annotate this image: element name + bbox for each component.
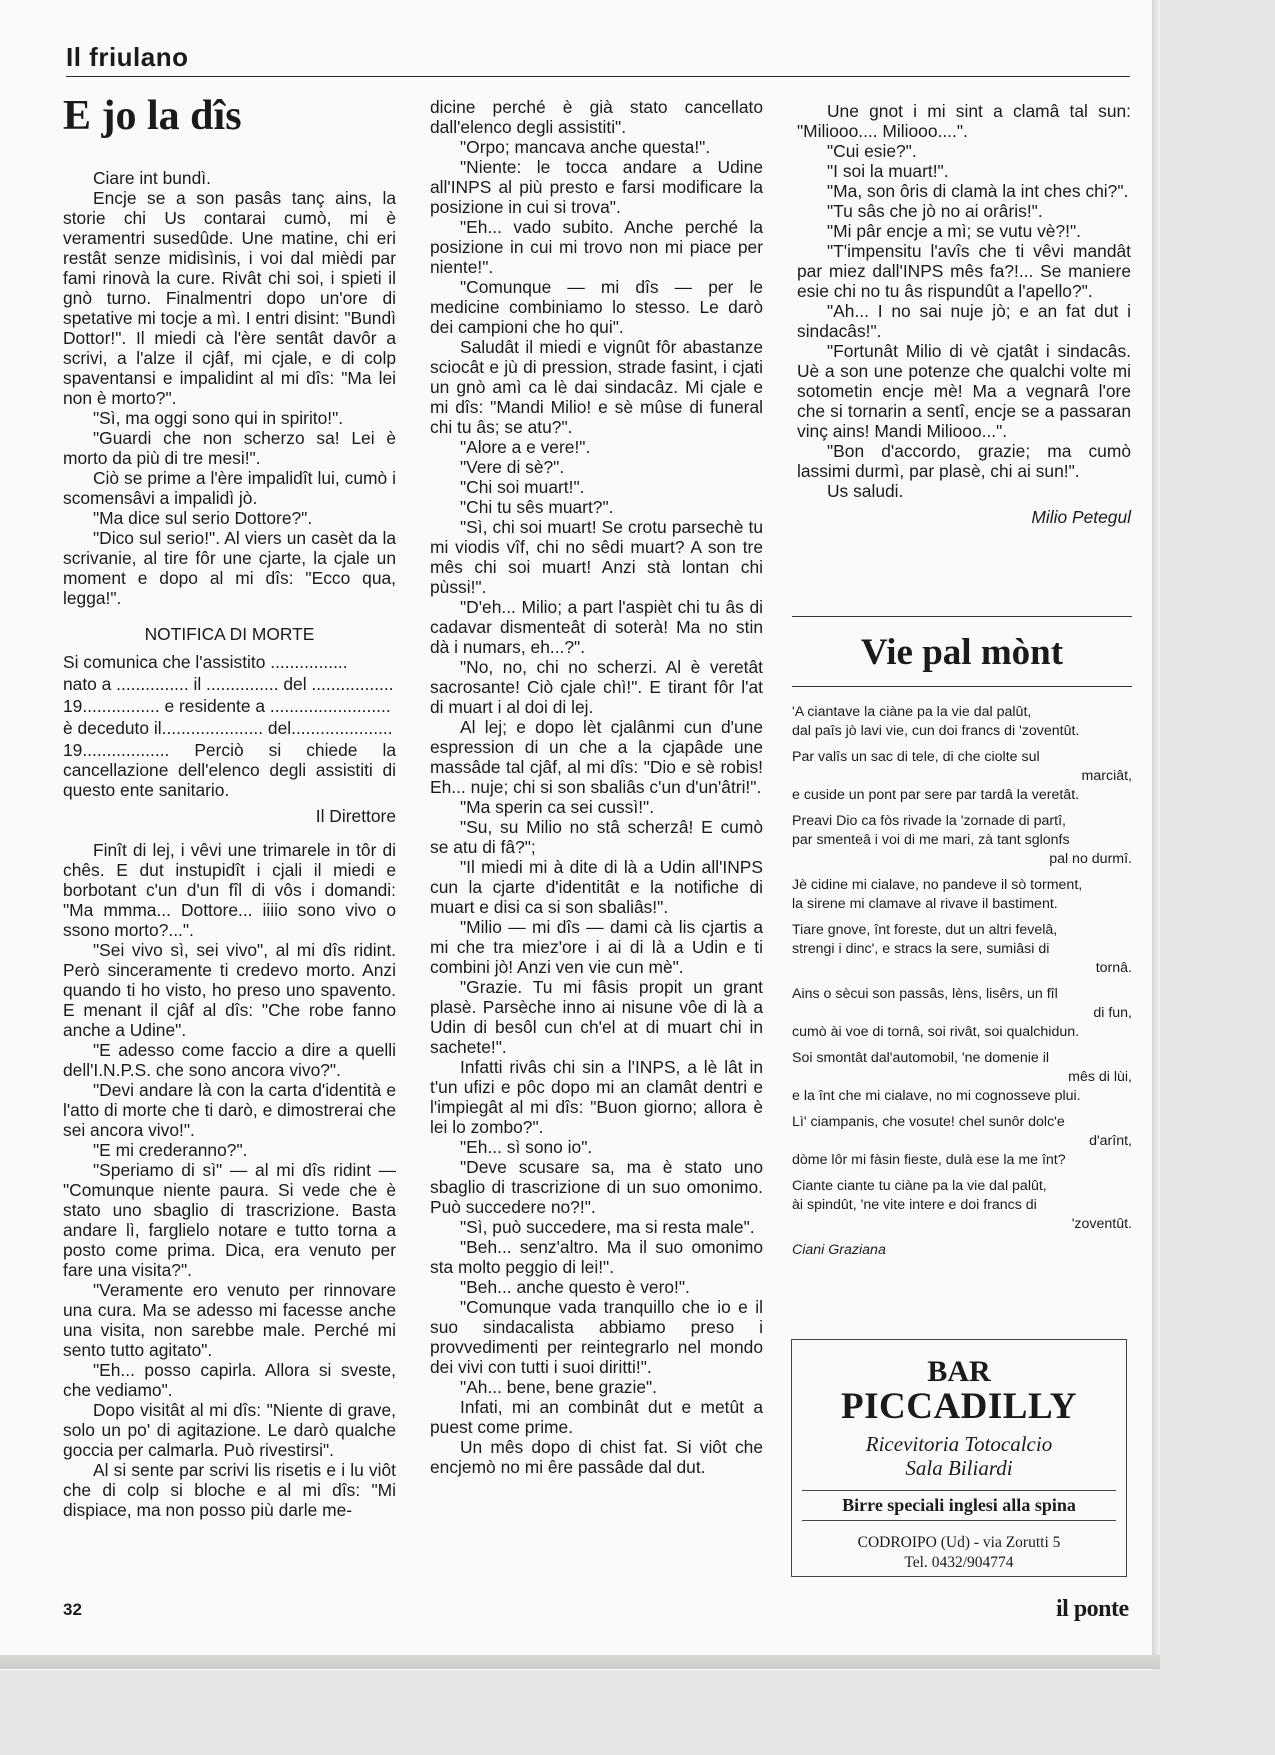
poem-line: Tiare gnove, înt foreste, dut un altri fevelâ, bbox=[792, 922, 1058, 938]
ad-bar-name: PICCADILLY bbox=[841, 1386, 1077, 1427]
paragraph: "Ma dice sul serio Dottore?". bbox=[93, 508, 313, 528]
paragraph: "Beh... senz'altro. Ma il suo omonimo sta molto peggio di lei!". bbox=[430, 1237, 763, 1277]
paragraph: "T'impensitu l'avîs che ti vêvi mandât par miez dall'INPS mês fa?!... Se maniere esie chi no tu âs rispundût a l'apello?". bbox=[797, 241, 1131, 301]
paragraph: "Il miedi mi à dite di là a Udin all'INPS cun la cjarte d'identitât e la notifiche di muart e disi ca si son sbaliâs!". bbox=[430, 857, 763, 917]
notice-last: 19.................. Perciò si chiede la cancellazione dell'elenco degli assistiti di questo ente sanitario. bbox=[63, 740, 396, 800]
paragraph: Infati, mi an combinât dut e metût a puest come prime. bbox=[430, 1397, 763, 1437]
paragraph: "E mi crederanno?". bbox=[93, 1140, 248, 1160]
notice-signature: Il Direttore bbox=[315, 806, 396, 826]
notice-line: nato a ............... il ............... del ................. bbox=[63, 674, 394, 694]
paragraph: Encje se a son pasâs tanç ains, la storie chi Us contarai cumò, mi è veramentri susedûde. Une matine, chi eri restât senze midisìnis, i voi dal mièdi par fami rinovà la cure. Rivât chi soi, i spieti il gnò turno. Finalmentri dopo un'ore di spetative mi tocje a mì. I entri disint: "Bundì Dottor!". Il miedi cà l'ère sentât davôr a scrivi, a l'alze il cjâf, mi cjale, e di colp spaventansi e impalidint al mi dîs: "Ma lei non è morto?". bbox=[63, 188, 396, 408]
paragraph: "Ah... I no sai nuje jò; e an fat dut i sindacâs!". bbox=[797, 301, 1131, 341]
poem-line: strengi i dinc', e stracs la sere, sumiâsi di bbox=[792, 941, 1050, 957]
paragraph: Infatti rivâs chi sin a l'INPS, a lè lât in t'un ufizi e pôc dopo mi an clamât dentri e l'impiegât al mi dîs: "Buon giorno; allora è lei lo zombo?". bbox=[430, 1057, 763, 1137]
poem-line: Par valîs un sac di tele, di che ciolte sul bbox=[792, 749, 1040, 765]
ad-line-1: Ricevitoria Totocalcio bbox=[865, 1432, 1053, 1456]
poem-line: Lì' ciampanis, che vosute! chel sunôr dolc'e bbox=[792, 1114, 1065, 1130]
paragraph: "Milio — mi dîs — dami cà lis cjartis a mi che tra miez'ore i ai di là a Udin e ti combini jò! Anzi ven vie cun mè". bbox=[430, 917, 763, 977]
paragraph: dicine perché è già stato cancellato dall'elenco degli assistiti". bbox=[430, 97, 763, 137]
ad-line-2: Sala Biliardi bbox=[905, 1456, 1013, 1480]
poem-line: Ains o sècui son passâs, lèns, lisêrs, un fîl bbox=[792, 986, 1058, 1002]
poem-line: Soi smontât dal'automobil, 'ne domenie il bbox=[792, 1050, 1049, 1066]
paragraph: "E adesso come faccio a dire a quelli dell'I.N.P.S. che sono ancora vivo?". bbox=[63, 1040, 396, 1080]
poem-line: marciât, bbox=[1081, 768, 1132, 784]
header-rule bbox=[66, 76, 1130, 77]
paragraph: Ciare int bundì. bbox=[93, 168, 211, 188]
poem-line: 'zoventût. bbox=[1071, 1216, 1132, 1232]
paragraph: "Speriamo di sì" — al mi dîs ridint — "Comunque niente paura. Si vede che è stato uno sbaglio di trascrizione. Basta andare lì, farglielo notare e tutto torna a posto come prima. Dica, era venuto per fare una visita?". bbox=[63, 1160, 396, 1280]
poem-line: cumò ài voe di tornâ, soi rivât, soi qualchidun. bbox=[792, 1024, 1080, 1040]
poem-line: Jè cidine mi cialave, no pandeve il sò torment, bbox=[792, 877, 1083, 893]
paragraph: Us saludi. bbox=[827, 481, 904, 501]
notice-line: 19................ e residente a ......................... bbox=[63, 696, 391, 716]
notice-line: Si comunica che l'assistito ................ bbox=[63, 652, 348, 672]
notice-line: è deceduto il..................... del..................... bbox=[63, 718, 393, 738]
poem-line: 'A ciantave la ciàne pa la vie dal palût, bbox=[792, 704, 1032, 720]
poem-text bbox=[792, 703, 1132, 1234]
paragraph: Dopo visitât al mi dîs: "Niente di grave, solo un po' di agitazione. Le darò qualche goccia per calmarla. Può rivestirsi". bbox=[63, 1400, 396, 1460]
poem-stanza bbox=[792, 876, 1132, 914]
paragraph: Saludât il miedi e vignût fôr abastanze sciocât e jù di pression, strade fasint, i cjati un gnò amì ca lè dai sindacâz. Mi cjale e mi dîs: "Mandi Milio! e sè mûse di funeral chi tu âs; se atu?". bbox=[430, 337, 763, 437]
paragraph: "Eh... vado subito. Anche perché la posizione in cui mi trovo non mi piace per niente!". bbox=[430, 217, 763, 277]
paragraph: "Guardi che non scherzo sa! Lei è morto da più di tre mesi!". bbox=[63, 428, 396, 468]
poem-stanza bbox=[792, 748, 1132, 805]
paragraph: "Sì, ma oggi sono qui in spirito!". bbox=[93, 408, 344, 428]
paragraph: "Grazie. Tu mi fâsis propit un grant plasè. Parsèche inno ai nisune vôe di là a Udin di besôl cun ch'el at di muart chi in sachete!". bbox=[430, 977, 763, 1057]
paragraph: Ciò se prime a l'ère impalidît lui, cumò i scomensâvi a impalidì jò. bbox=[63, 468, 396, 508]
paragraph: "Su, su Milio no stâ scherzâ! E cumò se atu di fâ?"; bbox=[430, 817, 763, 857]
section-header: Il friulano bbox=[66, 42, 189, 72]
paragraph: "Ah... bene, bene grazie". bbox=[460, 1377, 658, 1397]
ad-bar-label: BAR bbox=[927, 1355, 991, 1388]
poem-stanza bbox=[792, 1049, 1132, 1106]
paragraph: "Veramente ero venuto per rinnovare una cura. Ma se adesso mi facesse anche una visita, non sarebbe male. Perché mi sento tutto agitato". bbox=[63, 1280, 396, 1360]
paragraph: "Chi tu sês muart?". bbox=[460, 497, 614, 517]
poem-line: e la înt che mi cialave, no mi cognosseve plui. bbox=[792, 1088, 1081, 1104]
paragraph: "Beh... anche questo è vero!". bbox=[460, 1277, 690, 1297]
poem-stanza bbox=[792, 1113, 1132, 1170]
paragraph: "Vere di sè?". bbox=[460, 457, 565, 477]
poem-stanza bbox=[792, 921, 1132, 978]
paragraph: "Sei vivo sì, sei vivo", al mi dîs ridint. Però sinceramente ti credevo morto. Anzi quando ti ho visto, ho preso uno spavento. E menant il cjâf al dîs: "Che robe fanno anche a Udine". bbox=[63, 940, 396, 1040]
paragraph: Finît di lej, i vêvi une trimarele in tôr di chês. E dut instupidît i cjali il miedi e borbotant c'un d'un fîl di vôs i domandi: "Ma mmma... Dottore... iiiio sono vivo o ssono morto?...". bbox=[63, 840, 396, 940]
poem-line: Ciante ciante tu ciàne pa la vie dal palût, bbox=[792, 1178, 1047, 1194]
ad-phone: Tel. 0432/904774 bbox=[904, 1554, 1014, 1571]
poem-stanza bbox=[792, 985, 1132, 1042]
magazine-logo: il ponte bbox=[1056, 1596, 1129, 1622]
paragraph: "Dico sul serio!". Al viers un casèt da la scrivanie, al tire fôr une cjarte, la cjale un moment e dopo al mi dîs: "Ecco qua, legga!". bbox=[63, 528, 396, 608]
poem-stanza bbox=[792, 703, 1132, 741]
paragraph: "Cui esie?". bbox=[827, 141, 917, 161]
paragraph: "Eh... posso capirla. Allora si sveste, che vediamo". bbox=[63, 1360, 396, 1400]
paragraph: Un mês dopo di chist fat. Si viôt che encjemò no mi êre passâde dal dut. bbox=[430, 1437, 763, 1477]
poem-line: d'arînt, bbox=[1089, 1133, 1132, 1149]
notice-heading: NOTIFICA DI MORTE bbox=[144, 624, 315, 644]
column-3-paragraphs bbox=[797, 101, 1131, 501]
page-number: 32 bbox=[63, 1600, 82, 1619]
poem-line: dal paîs jò lavi vie, cun doi francs di 'zoventût. bbox=[792, 723, 1080, 739]
poem-line: tornâ. bbox=[1095, 960, 1132, 976]
paragraph: Une gnot i mi sint a clamâ tal sun: "Miliooo.... Miliooo....". bbox=[797, 101, 1131, 141]
paragraph: "I soi la muart!". bbox=[827, 161, 949, 181]
notice-lines bbox=[63, 652, 396, 738]
paragraph: "Devi andare là con la carta d'identità e l'atto di morte che ti darò, e dimostrerai che sei ancora vivo!". bbox=[63, 1080, 396, 1140]
paragraph: "Mi pâr encje a mì; se vutu vè?!". bbox=[827, 221, 1081, 241]
paragraph: "Deve scusare sa, ma è stato uno sbaglio di trascrizione di un suo omonimo. Può succedere no?!". bbox=[430, 1157, 763, 1217]
column-1-continued bbox=[63, 840, 396, 1520]
paragraph: "Tu sâs che jò no ai orâris!". bbox=[827, 201, 1043, 221]
page-binding-shadow bbox=[1152, 0, 1160, 1660]
poem-line: mês di lùi, bbox=[1068, 1069, 1132, 1085]
poem-box bbox=[792, 616, 1132, 1260]
bar-advertisement bbox=[791, 1339, 1127, 1577]
poem-title-rule bbox=[792, 686, 1132, 687]
paragraph: "Alore a e vere!". bbox=[460, 437, 591, 457]
poem-line: di fun, bbox=[1093, 1005, 1132, 1021]
paragraph: "Comunque — mi dîs — per le medicine combiniamo lo stesso. Le darò dei campioni che ho qui". bbox=[430, 277, 763, 337]
paragraph: "Eh... sì sono io". bbox=[460, 1137, 593, 1157]
paragraph: Al lej; e dopo lèt cjalânmi cun d'une espression di un che a la cjapâde une massâde tal cjâf, al mi dîs: "Dio e sè robis! Eh... nuje; chi si son sbaliâs c'un d'un'âtri!". bbox=[430, 717, 763, 797]
column-1-paragraphs bbox=[63, 168, 396, 608]
article-title: E jo la dîs bbox=[63, 93, 242, 139]
paragraph: "Chi soi muart!". bbox=[460, 477, 585, 497]
poem-title: Vie pal mònt bbox=[860, 632, 1064, 673]
paragraph: "Bon d'accordo, grazie; ma cumò lassimi durmì, par plasè, chi ai sun!". bbox=[797, 441, 1131, 481]
paragraph: Al si sente par scrivi lis risetis e i lu viôt che di colp si bloche e al mi dîs: "Mi dispiace, ma non posso più darle me- bbox=[63, 1460, 396, 1520]
paragraph: "Fortunât Milio di vè cjatât i sindacâs. Uè a son une potenze che qualchi volte mi sotometin encje mè! Ma a vegnarâ l'ore che si tornarin a sentî, encje se a passaran vinç ains! Mandi Miliooo...". bbox=[797, 341, 1131, 441]
column-1 bbox=[63, 90, 396, 1520]
column-2-paragraphs bbox=[430, 97, 763, 1477]
poem-line: dòme lôr mi fàsin fieste, dulà ese la me înt? bbox=[792, 1152, 1066, 1168]
poem-author: Ciani Graziana bbox=[792, 1242, 886, 1258]
poem-line: Preavi Dio ca fòs rivade la 'zornade di partî, bbox=[792, 813, 1066, 829]
paragraph: "No, no, chi no scherzi. Al è veretât sacrosante! Ciò cjale chì!". E tirant fôr l'at di muart i al doi di lej. bbox=[430, 657, 763, 717]
poem-line: ài spindût, 'ne vite intere e doi francs di bbox=[792, 1197, 1037, 1213]
paragraph: "Orpo; mancava anche questa!". bbox=[460, 137, 711, 157]
poem-line: pal no durmî. bbox=[1049, 851, 1132, 867]
paragraph: "D'eh... Milio; a part l'aspièt chi tu âs di cadavar dismenteât di soterà! Ma no stin dà i numars, eh...?". bbox=[430, 597, 763, 657]
poem-line: la sirene mi clamave al rivave il bastiment. bbox=[792, 896, 1058, 912]
page-bottom-edge bbox=[0, 1655, 1160, 1669]
poem-line: e cuside un pont par sere par tardâ la veretât. bbox=[792, 787, 1080, 803]
poem-top-rule bbox=[792, 616, 1132, 617]
poem-line: par smenteâ i voi di me mari, zà tant sglonfs bbox=[792, 832, 1070, 848]
ad-beer-line: Birre speciali inglesi alla spina bbox=[802, 1490, 1116, 1521]
poem-stanza bbox=[792, 812, 1132, 869]
paragraph: "Comunque vada tranquillo che io e il suo sindacalista abbiamo preso i provvedimenti per reintegrarlo nel mondo dei vivi con tutti i suoi diritti!". bbox=[430, 1297, 763, 1377]
column-2 bbox=[430, 97, 763, 1477]
poem-stanza bbox=[792, 1177, 1132, 1234]
paragraph: "Niente: le tocca andare a Udine all'INPS al più presto e farsi modificare la posizione in cui si trova". bbox=[430, 157, 763, 217]
ad-address: CODROIPO (Ud) - via Zorutti 5 bbox=[857, 1534, 1061, 1551]
paragraph: "Ma sperin ca sei cussì!". bbox=[460, 797, 655, 817]
article-signature: Milio Petegul bbox=[1031, 507, 1131, 527]
column-3 bbox=[797, 101, 1131, 527]
paragraph: "Sì, chi soi muart! Se crotu parsechè tu mi viodis vîf, chi no sêdi muart? A son tre mês chi soi muart! Anzi stà lontan chi pùssi!". bbox=[430, 517, 763, 597]
paragraph: "Sì, può succedere, ma si resta male". bbox=[460, 1217, 755, 1237]
paragraph: "Ma, son ôris di clamà la int ches chi?". bbox=[827, 181, 1129, 201]
